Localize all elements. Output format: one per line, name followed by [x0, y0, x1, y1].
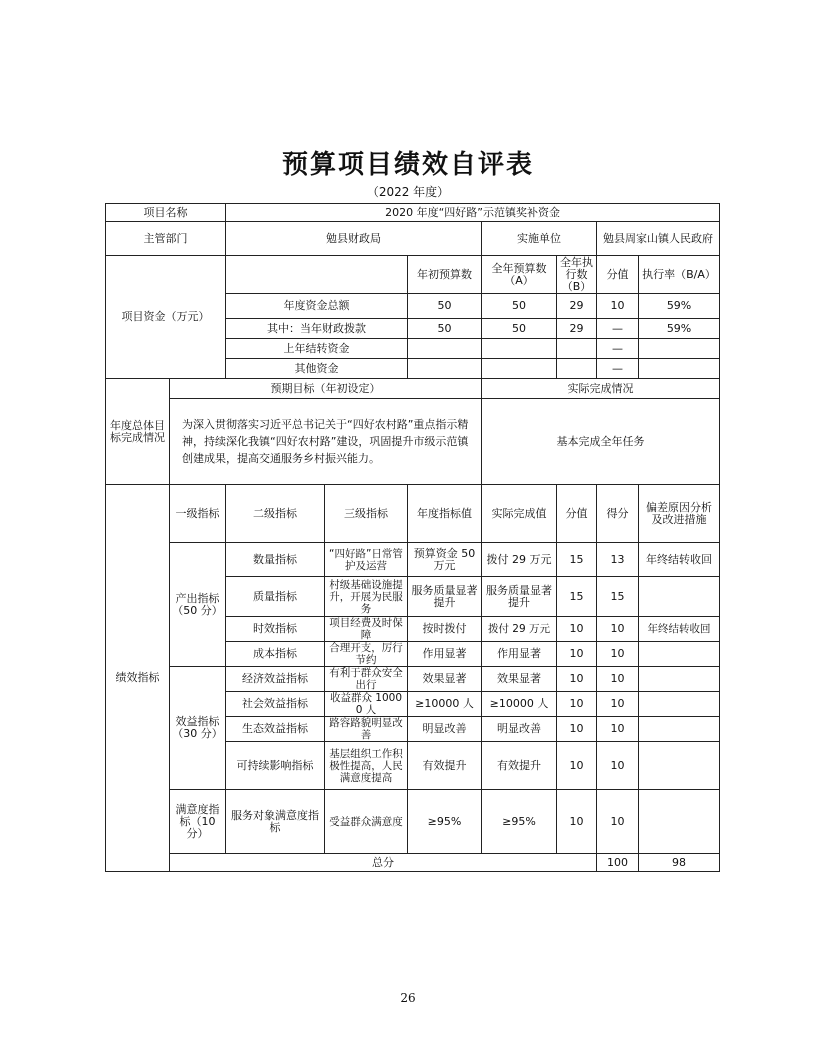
- funds-cell: —: [597, 359, 639, 379]
- dept-value: 勉县财政局: [226, 222, 482, 256]
- funds-row-name: 年度资金总额: [226, 294, 408, 319]
- funds-cell: 29: [557, 294, 597, 319]
- perf-l2: 数量指标: [226, 543, 325, 577]
- goals-label: 年度总体目标完成情况: [106, 379, 170, 485]
- perf-note: [639, 742, 720, 790]
- funds-cell: [408, 359, 482, 379]
- total-label: 总分: [170, 854, 597, 872]
- perf-score: 10: [557, 617, 597, 642]
- perf-got: 10: [597, 790, 639, 854]
- perf-l2: 服务对象满意度指标: [226, 790, 325, 854]
- perf-got: 10: [597, 642, 639, 667]
- funds-col-header: 执行率（B/A）: [639, 256, 720, 294]
- perf-l2: 可持续影响指标: [226, 742, 325, 790]
- expected-goal-header: 预期目标（年初设定）: [170, 379, 482, 399]
- perf-target: 有效提升: [408, 742, 482, 790]
- perf-l3: 村级基础设施提升，开展为民服务: [325, 577, 408, 617]
- funds-col-header: 全年预算数（A）: [482, 256, 557, 294]
- perf-score: 10: [557, 692, 597, 717]
- perf-target: 按时拨付: [408, 617, 482, 642]
- perf-group-label: 效益指标（30 分）: [170, 667, 226, 790]
- funds-cell: [482, 339, 557, 359]
- year-label: （2022 年度）: [366, 185, 450, 199]
- perf-got: 15: [597, 577, 639, 617]
- perf-got: 10: [597, 692, 639, 717]
- perf-l3: 收益群众 10000 人: [325, 692, 408, 717]
- funds-cell: [482, 359, 557, 379]
- perf-score: 15: [557, 577, 597, 617]
- funds-cell: 59%: [639, 294, 720, 319]
- funds-col-header: 分值: [597, 256, 639, 294]
- funds-row-name: 其中：当年财政拨款: [226, 319, 408, 339]
- perf-actual: 效果显著: [482, 667, 557, 692]
- perf-target: 效果显著: [408, 667, 482, 692]
- perf-col-header: 一级指标: [170, 485, 226, 543]
- perf-score: 10: [557, 790, 597, 854]
- perf-l3: 路容路貌明显改善: [325, 717, 408, 742]
- perf-note: [639, 642, 720, 667]
- perf-note: [639, 577, 720, 617]
- total-got: 98: [639, 854, 720, 872]
- funds-cell: [557, 359, 597, 379]
- perf-got: 13: [597, 543, 639, 577]
- perf-col-header: 三级指标: [325, 485, 408, 543]
- perf-l2: 社会效益指标: [226, 692, 325, 717]
- perf-l3: 有利于群众安全出行: [325, 667, 408, 692]
- perf-score: 10: [557, 742, 597, 790]
- perf-col-header: 二级指标: [226, 485, 325, 543]
- project-name-value: 2020 年度“四好路”示范镇奖补资金: [226, 204, 720, 222]
- impl-label: 实施单位: [482, 222, 597, 256]
- perf-note: 年终结转收回: [639, 543, 720, 577]
- funds-cell: 50: [482, 294, 557, 319]
- expected-goal-text: 为深入贯彻落实习近平总书记关于“四好农村路”重点指示精神，持续深化我镇“四好农村路”建设，巩固提升市级示范镇创建成果，提高交通服务乡村振兴能力。: [170, 399, 482, 485]
- funds-cell: 50: [408, 319, 482, 339]
- perf-label: 绩效指标: [106, 485, 170, 872]
- funds-col-header: 全年执行数（B）: [557, 256, 597, 294]
- perf-target: 明显改善: [408, 717, 482, 742]
- funds-cell: 59%: [639, 319, 720, 339]
- perf-note: 年终结转收回: [639, 617, 720, 642]
- perf-col-header: 得分: [597, 485, 639, 543]
- perf-score: 15: [557, 543, 597, 577]
- perf-actual: 作用显著: [482, 642, 557, 667]
- perf-l2: 生态效益指标: [226, 717, 325, 742]
- perf-note: [639, 667, 720, 692]
- dept-label: 主管部门: [106, 222, 226, 256]
- funds-label: 项目资金（万元）: [106, 256, 226, 379]
- perf-col-header: 偏差原因分析及改进措施: [639, 485, 720, 543]
- perf-actual: 有效提升: [482, 742, 557, 790]
- perf-target: 服务质量显著提升: [408, 577, 482, 617]
- perf-col-header: 年度指标值: [408, 485, 482, 543]
- perf-l3: “四好路”日常管护及运营: [325, 543, 408, 577]
- funds-row-name: 其他资金: [226, 359, 408, 379]
- perf-score: 10: [557, 717, 597, 742]
- perf-target: 预算资金 50 万元: [408, 543, 482, 577]
- perf-l2: 时效指标: [226, 617, 325, 642]
- funds-cell: —: [597, 339, 639, 359]
- perf-l2: 质量指标: [226, 577, 325, 617]
- funds-cell: [639, 359, 720, 379]
- perf-actual: 拨付 29 万元: [482, 617, 557, 642]
- perf-l3: 基层组织工作积极性提高，人民满意度提高: [325, 742, 408, 790]
- impl-value: 勉县周家山镇人民政府: [597, 222, 720, 256]
- perf-actual: ≥95%: [482, 790, 557, 854]
- funds-cell: 29: [557, 319, 597, 339]
- perf-actual: ≥10000 人: [482, 692, 557, 717]
- funds-cell: 50: [482, 319, 557, 339]
- funds-cell: 10: [597, 294, 639, 319]
- funds-row-name: 上年结转资金: [226, 339, 408, 359]
- perf-actual: 拨付 29 万元: [482, 543, 557, 577]
- funds-cell: 50: [408, 294, 482, 319]
- page-title: 预算项目绩效自评表: [281, 150, 534, 180]
- perf-score: 10: [557, 667, 597, 692]
- perf-got: 10: [597, 617, 639, 642]
- funds-cell: [408, 339, 482, 359]
- perf-got: 10: [597, 742, 639, 790]
- actual-goal-text: 基本完成全年任务: [482, 399, 720, 485]
- perf-row: [106, 543, 720, 577]
- perf-l3: 受益群众满意度: [325, 790, 408, 854]
- perf-got: 10: [597, 667, 639, 692]
- perf-note: [639, 790, 720, 854]
- perf-group-label: 满意度指标（10 分）: [170, 790, 226, 854]
- perf-note: [639, 717, 720, 742]
- actual-goal-header: 实际完成情况: [482, 379, 720, 399]
- perf-col-header: 分值: [557, 485, 597, 543]
- project-name-label: 项目名称: [106, 204, 226, 222]
- perf-row: [106, 667, 720, 692]
- perf-target: ≥95%: [408, 790, 482, 854]
- perf-l2: 经济效益指标: [226, 667, 325, 692]
- perf-l3: 项目经费及时保障: [325, 617, 408, 642]
- funds-corner: [226, 256, 408, 294]
- funds-cell: [557, 339, 597, 359]
- perf-actual: 服务质量显著提升: [482, 577, 557, 617]
- perf-row: [106, 790, 720, 854]
- funds-col-header: 年初预算数: [408, 256, 482, 294]
- perf-group-label: 产出指标（50 分）: [170, 543, 226, 667]
- perf-l2: 成本指标: [226, 642, 325, 667]
- perf-l3: 合理开支，厉行节约: [325, 642, 408, 667]
- perf-col-header: 实际完成值: [482, 485, 557, 543]
- perf-note: [639, 692, 720, 717]
- perf-score: 10: [557, 642, 597, 667]
- perf-got: 10: [597, 717, 639, 742]
- evaluation-table: [105, 203, 720, 872]
- total-score: 100: [597, 854, 639, 872]
- page-number: 26: [400, 991, 416, 1005]
- perf-target: 作用显著: [408, 642, 482, 667]
- perf-actual: 明显改善: [482, 717, 557, 742]
- funds-cell: —: [597, 319, 639, 339]
- funds-cell: [639, 339, 720, 359]
- perf-target: ≥10000 人: [408, 692, 482, 717]
